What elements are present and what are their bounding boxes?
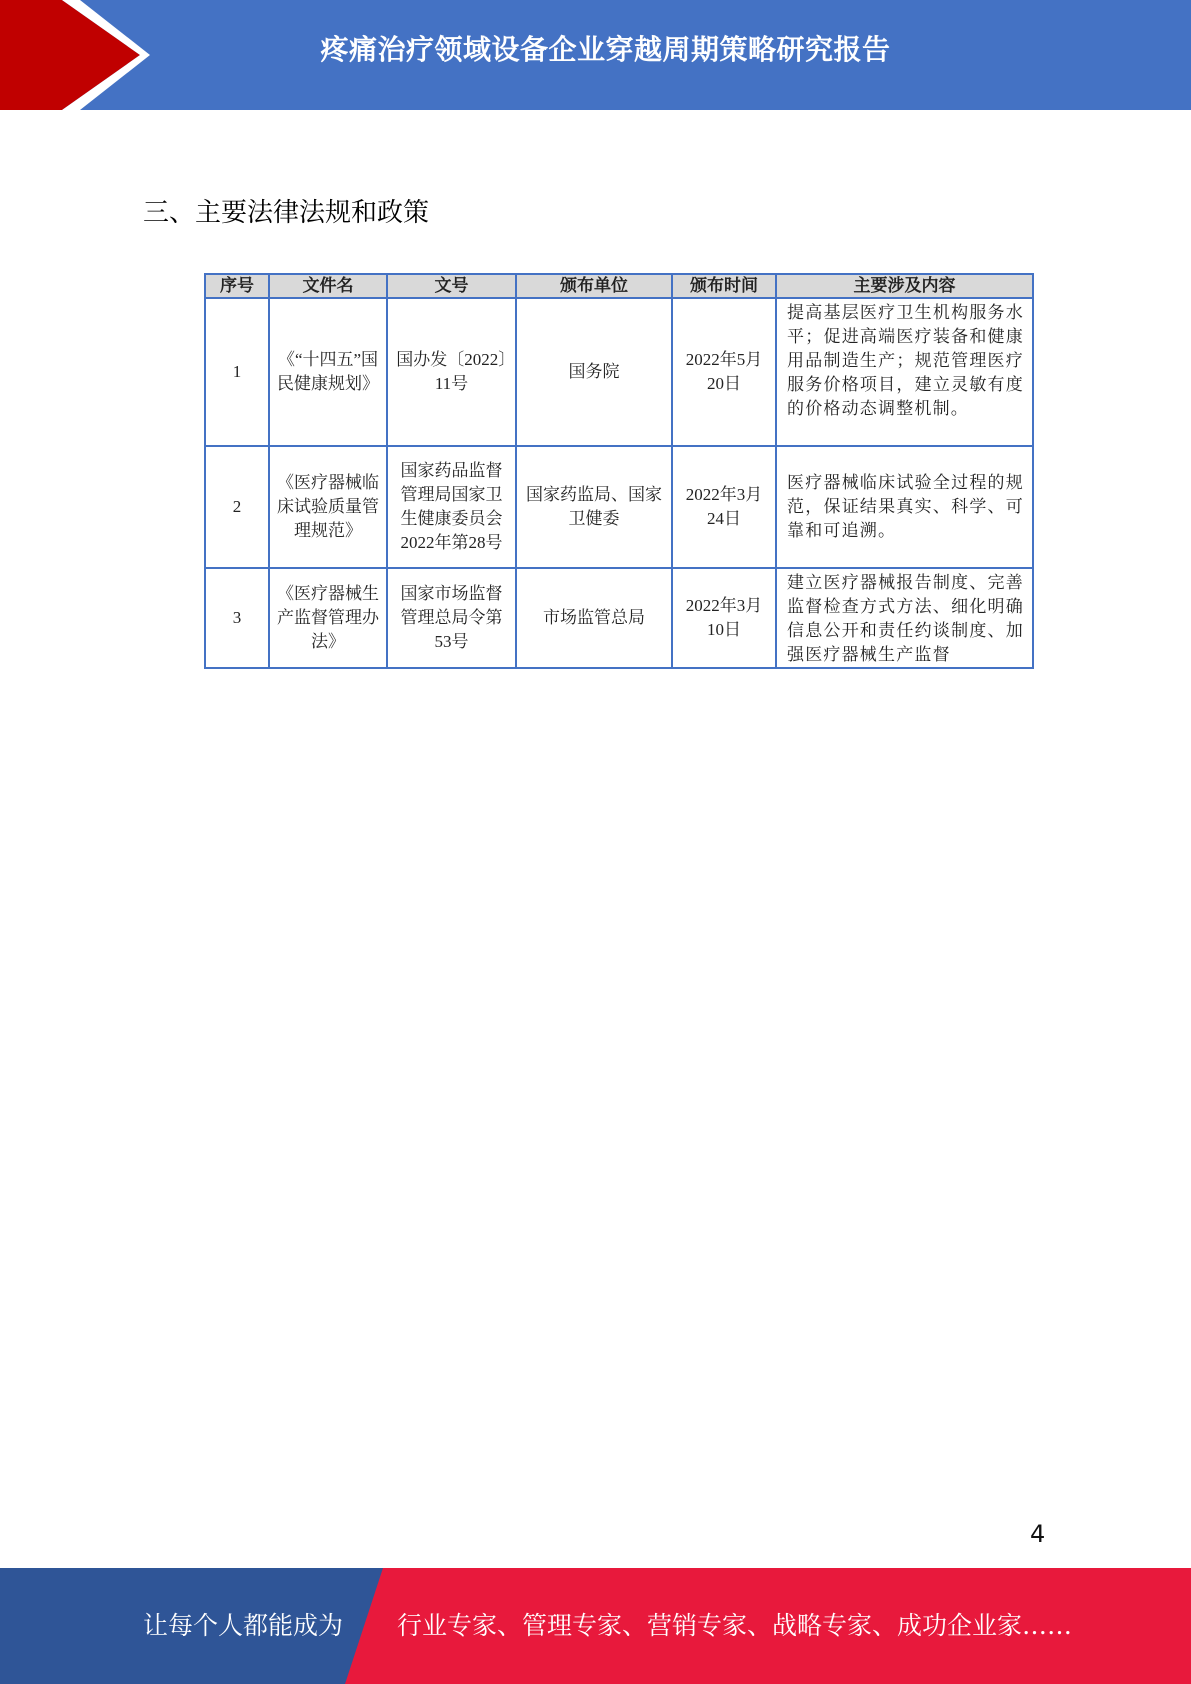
table-row [205, 298, 1033, 446]
header-bar [0, 0, 1191, 110]
column-header-date: 颁布时间 [672, 274, 776, 298]
section-heading: 三、主要法律法规和政策 [143, 198, 430, 228]
cell-date: 2022年3月10日 [672, 568, 776, 668]
policy-table-container [204, 273, 1032, 669]
cell-issuer: 市场监管总局 [516, 568, 672, 668]
column-header-issuer: 颁布单位 [516, 274, 672, 298]
table-row [205, 568, 1033, 668]
table-header-row [205, 274, 1033, 298]
report-title: 疼痛治疗领域设备企业穿越周期策略研究报告 [320, 33, 891, 66]
cell-no: 1 [205, 298, 269, 446]
cell-content [776, 568, 1033, 668]
cell-doc-no: 国家药品监督管理局国家卫生健康委员会2022年第28号 [387, 446, 516, 568]
column-header-content: 主要涉及内容 [776, 274, 1033, 298]
cell-content: 医疗器械临床试验全过程的规范，保证结果真实、科学、可靠和可追溯。 [776, 446, 1033, 568]
policy-table [204, 273, 1034, 669]
cell-issuer: 国务院 [516, 298, 672, 446]
footer-slogan-right: 行业专家、管理专家、营销专家、战略专家、成功企业家…… [397, 1611, 1073, 1640]
cell-name: 《医疗器械临床试验质量管理规范》 [269, 446, 387, 568]
column-header-no: 序号 [205, 274, 269, 298]
table-row [205, 446, 1033, 568]
cell-content-text: 建立医疗器械报告制度、完善监督检查方式方法、细化明确信息公开和责任约谈制度、加强医疗器械生产监督 [787, 573, 1024, 664]
cell-doc-no: 国家市场监督管理总局令第53号 [387, 568, 516, 668]
cell-no: 3 [205, 568, 269, 668]
cell-name: 《医疗器械生产监督管理办法》 [269, 568, 387, 668]
footer-banner [0, 1568, 1191, 1684]
cell-content: 提高基层医疗卫生机构服务水平；促进高端医疗装备和健康用品制造生产；规范管理医疗服务价格项目，建立灵敏有度的价格动态调整机制。 [776, 298, 1033, 446]
cell-issuer: 国家药监局、国家卫健委 [516, 446, 672, 568]
cell-date: 2022年3月24日 [672, 446, 776, 568]
column-header-name: 文件名 [269, 274, 387, 298]
cell-no: 2 [205, 446, 269, 568]
cell-date: 2022年5月20日 [672, 298, 776, 446]
cell-name: 《“十四五”国民健康规划》 [269, 298, 387, 446]
cell-doc-no: 国办发〔2022〕11号 [387, 298, 516, 446]
footer-slogan-left: 让每个人都能成为 [143, 1611, 344, 1640]
page-number: 4 [1030, 1520, 1046, 1548]
column-header-doc-no: 文号 [387, 274, 516, 298]
